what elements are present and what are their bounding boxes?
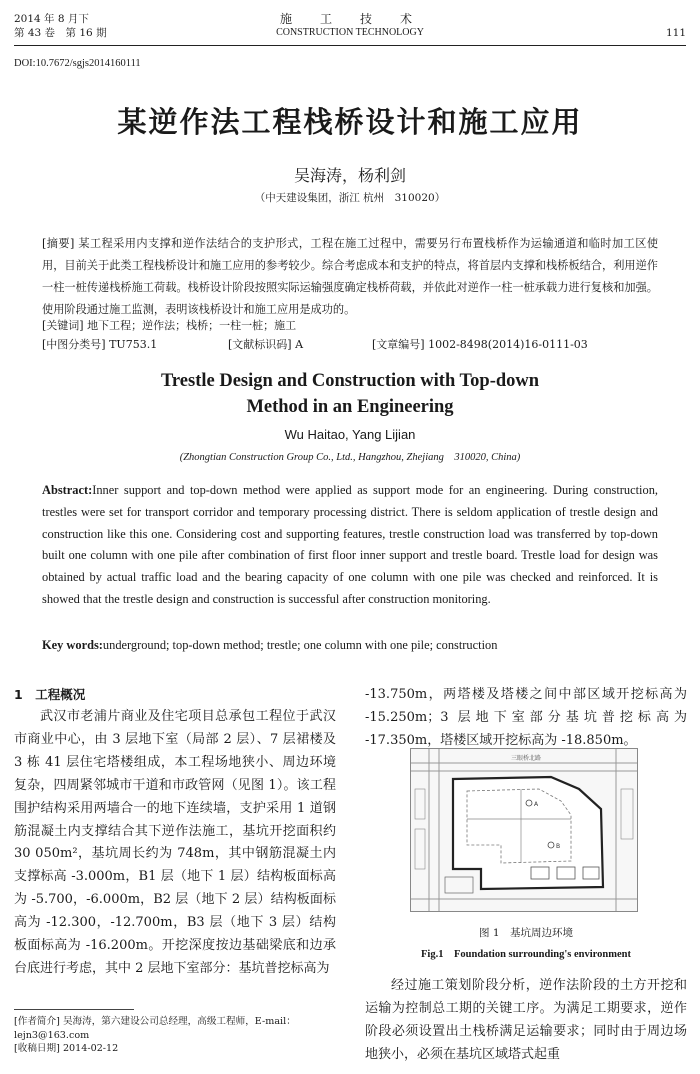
received-date-text: 2014-02-12	[62, 1043, 119, 1054]
section-1-paragraph-3: 经过施工策划阶段分析，逆作法阶段的土方开挖和运输为控制总工期的关键工序。为满足工期要求，逆作阶段必须设置出土栈桥满足运输要求；同时由于周边场地狭小，必须在基坑区域塔式起重	[365, 978, 687, 1062]
clc-label: [中图分类号]	[42, 338, 106, 351]
author-bio-text: 吴海涛，第六建设公司总经理，高级工程师，E-mail：lejn3@163.com	[14, 1016, 296, 1041]
abstract-cn-text: 某工程采用内支撑和逆作法结合的支护形式，工程在施工过程中，需要另行布置栈桥作为运输通道和临时加工区使用，目前关于此类工程栈桥设计和施工应用的参考较少。综合考虑成本和支护的特点，将首层内支撑和栈桥板结合，利用逆作一柱一桩传递栈桥施工荷载。栈桥设计阶段按照实际运输强度确定栈桥荷载，并依此对逆作一柱一桩承载力进行复核和加强。使用阶段通过施工监测，表明该栈桥设计和施工应用是成功的。	[42, 237, 659, 316]
figure-1-caption-en: Fig.1 Foundation surrounding's environment	[421, 949, 631, 960]
abstract-en-text: Inner support and top-down method were applied as support mode for an engineering. During construction, trestles were set for transport corridor and temporary processing district. There is seldom application of trestle design and construction like this one. Considering cost and supporting features, trestle construction load was transferred by top-down built one column with one pile after combination of first floor inner support and trestle board. Trestle load for design was obtained by actual traffic load and the bearing capacity of one column with one pile was checked and reinforced. It is showed that the trestle design and construction is successful after construction monitoring.	[42, 483, 658, 606]
article-no-label: [文章编号]	[372, 338, 425, 351]
keywords-cn	[42, 318, 658, 334]
affiliation: （中天建设集团，浙江 杭州 310020）	[254, 192, 446, 204]
authors-en: Wu Haitao, Yang Lijian	[284, 427, 416, 442]
issue-date: 2014 年 8 月下	[14, 13, 89, 25]
doi: DOI:10.7672/sgjs2014160111	[14, 58, 141, 69]
abstract-cn-label: [摘要]	[42, 237, 75, 250]
keywords-cn-text: 地下工程；逆作法；栈桥；一柱一桩；施工	[87, 319, 297, 332]
abstract-en-label: Abstract:	[42, 483, 93, 497]
doc-code-label: [文献标识码]	[228, 338, 292, 351]
header-rule	[14, 45, 686, 46]
journal-name	[14, 12, 686, 40]
received-date-label: [收稿日期]	[14, 1043, 60, 1054]
keywords-en-label: Key words:	[42, 638, 103, 652]
article-no-value: 1002-8498(2014)16-0111-03	[428, 338, 588, 351]
section-1-paragraph-1: 武汉市老浦片商业及住宅项目总承包工程位于武汉市商业中心，由 3 层地下室（局部 2 层）、7 层裙楼及 3 栋 41 层住宅塔楼组成，本工程场地狭小、周边环境复杂，四周紧邻城市干道和市政管网（见图 1）。该工程围护结构采用两墙合一的地下连续墙，支护采用 1 道钢筋混凝土内支撑结合其下逆作法施工，基坑开挖面积约 30 050m²，基坑周长约为 748m，其中钢筋混凝土内支撑标高 -3.000m，B1 层（地下 1 层）结构板面标高为 -5.700，-6.000m，B2 层（地下 2 层）结构板面标高为 -12.300，-12.700m，B3 层（地下 3 层）结构板面标高为 -16.200m。开挖深度按边基础梁底和边承台底进行考虑，其中 2 层地下室部分：基坑普挖标高为	[14, 709, 336, 976]
marker-a-label: A	[534, 801, 539, 808]
paper-title: 某逆作法工程栈桥设计和施工应用	[117, 105, 583, 139]
clc-value: TU753.1	[109, 338, 158, 351]
figure-1-caption-cn: 图 1 基坑周边环境	[478, 927, 574, 939]
keywords-en	[42, 638, 658, 653]
journal-name-en: CONSTRUCTION TECHNOLOGY	[276, 27, 424, 38]
abstract-en	[42, 480, 658, 611]
marker-b-label: B	[556, 843, 561, 850]
footnote	[14, 1015, 336, 1056]
footnote-rule	[14, 1009, 134, 1010]
keywords-cn-label: [关键词]	[42, 319, 84, 332]
section-1-paragraph-2: -13.750m，两塔楼及塔楼之间中部区域开挖标高为 -15.250m；3 层地下室部分基坑普挖标高为 -17.350m，塔楼区域开挖标高为 -18.850m。	[365, 687, 687, 748]
abstract-cn	[42, 233, 658, 321]
journal-name-cn: 施 工 技 术	[279, 12, 420, 26]
site-plan-drawing	[411, 749, 637, 911]
left-column	[14, 684, 336, 981]
running-header	[14, 8, 686, 44]
figure-1-site-plan	[410, 748, 638, 912]
paper-title-en-line1: Trestle Design and Construction with Top-down	[160, 371, 540, 391]
section-1-heading: 1 工程概况	[14, 687, 86, 702]
paper-title-en-line2: Method in an Engineering	[246, 397, 454, 417]
received-date	[14, 1042, 336, 1056]
issue-volume: 第 43 卷 第 16 期	[14, 27, 107, 39]
authors: 吴海涛，杨利剑	[293, 166, 406, 185]
paper-title-en	[0, 368, 700, 420]
classification	[42, 337, 658, 353]
page-number: 111	[665, 27, 686, 39]
author-bio	[14, 1015, 336, 1042]
author-bio-label: [作者简介]	[14, 1016, 60, 1027]
affiliation-en: (Zhongtian Construction Group Co., Ltd., Hangzhou, Zhejiang 310020, China)	[179, 452, 521, 463]
road-label: 三眼桥北路	[511, 755, 542, 762]
right-column	[365, 684, 687, 753]
right-column-continued	[365, 975, 687, 1067]
keywords-en-text: underground; top-down method; trestle; one column with one pile; construction	[102, 638, 498, 652]
doc-code-value: A	[295, 338, 304, 351]
